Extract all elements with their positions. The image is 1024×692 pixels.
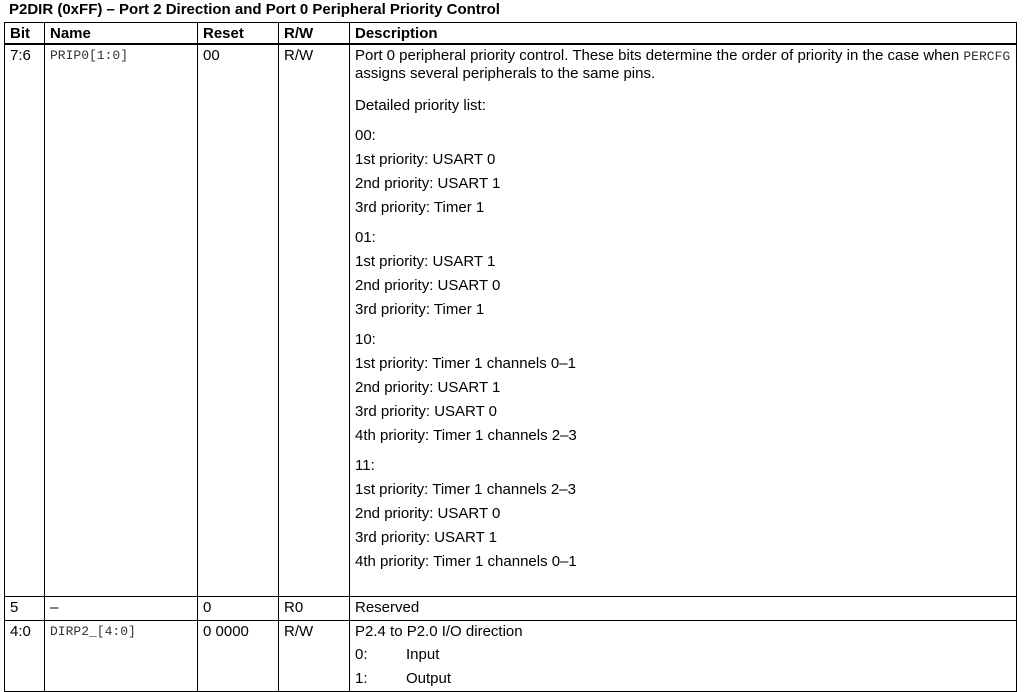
cell-rw: R/W bbox=[279, 44, 350, 597]
cell-reset: 0 0000 bbox=[198, 621, 279, 692]
priority-line: 3rd priority: USART 1 bbox=[355, 528, 497, 546]
priority-line: 1st priority: USART 0 bbox=[355, 150, 496, 168]
header-description: Description bbox=[350, 23, 1017, 44]
priority-line: 2nd priority: USART 1 bbox=[355, 174, 501, 192]
cell-bit: 4:0 bbox=[5, 621, 45, 692]
intro-text-a: Port 0 peripheral priority control. These bits determine the order of priority in the case when bbox=[355, 46, 964, 64]
option-value: Output bbox=[406, 670, 452, 687]
priority-line: 3rd priority: USART 0 bbox=[355, 402, 497, 420]
cell-name: DIRP2_[4:0] bbox=[45, 621, 198, 692]
header-reset: Reset bbox=[198, 23, 279, 44]
priority-line: 4th priority: Timer 1 channels 2–3 bbox=[355, 426, 577, 444]
header-bit: Bit bbox=[5, 23, 45, 44]
priority-line: 2nd priority: USART 0 bbox=[355, 504, 501, 522]
priority-group bbox=[355, 454, 1011, 574]
group-code: 00: bbox=[355, 126, 376, 144]
table-header-row bbox=[5, 23, 1017, 44]
option-key: 1: bbox=[355, 670, 368, 687]
priority-list-title: Detailed priority list: bbox=[355, 96, 486, 114]
intro-text-b: assigns several peripherals to the same pins. bbox=[355, 64, 656, 82]
priority-line: 3rd priority: Timer 1 bbox=[355, 198, 485, 216]
register-table bbox=[4, 22, 1017, 692]
priority-line: 2nd priority: USART 1 bbox=[355, 378, 501, 396]
register-title: P2DIR (0xFF) – Port 2 Direction and Port 0 Peripheral Priority Control bbox=[9, 1, 500, 18]
cell-bit: 5 bbox=[5, 597, 45, 621]
intro-code: PERCFG bbox=[963, 48, 1011, 64]
priority-group bbox=[355, 226, 1011, 322]
priority-group bbox=[355, 124, 1011, 220]
cell-rw: R/W bbox=[279, 621, 350, 692]
group-code: 11: bbox=[355, 456, 375, 474]
priority-line: 2nd priority: USART 0 bbox=[355, 276, 501, 294]
priority-line: 1st priority: Timer 1 channels 2–3 bbox=[355, 480, 576, 498]
cell-description bbox=[350, 44, 1017, 597]
table-row bbox=[5, 44, 1017, 597]
option-key: 0: bbox=[355, 646, 368, 663]
cell-reset: 00 bbox=[198, 44, 279, 597]
table-row bbox=[5, 597, 1017, 621]
header-name: Name bbox=[45, 23, 198, 44]
cell-name: – bbox=[45, 597, 198, 621]
cell-name: PRIP0[1:0] bbox=[45, 44, 198, 597]
priority-line: 1st priority: Timer 1 channels 0–1 bbox=[355, 354, 576, 372]
priority-line: 1st priority: USART 1 bbox=[355, 252, 496, 270]
group-code: 01: bbox=[355, 228, 376, 246]
cell-description: Reserved bbox=[350, 597, 1017, 621]
description-text: P2.4 to P2.0 I/O direction bbox=[355, 623, 523, 640]
direction-option bbox=[355, 643, 1011, 667]
direction-option bbox=[355, 667, 1011, 691]
cell-rw: R0 bbox=[279, 597, 350, 621]
cell-reset: 0 bbox=[198, 597, 279, 621]
priority-group bbox=[355, 328, 1011, 448]
priority-line: 4th priority: Timer 1 channels 0–1 bbox=[355, 552, 577, 570]
priority-line: 3rd priority: Timer 1 bbox=[355, 300, 485, 318]
group-code: 10: bbox=[355, 330, 376, 348]
option-value: Input bbox=[406, 646, 440, 663]
header-rw: R/W bbox=[279, 23, 350, 44]
cell-bit: 7:6 bbox=[5, 44, 45, 597]
description-intro bbox=[355, 47, 1011, 82]
